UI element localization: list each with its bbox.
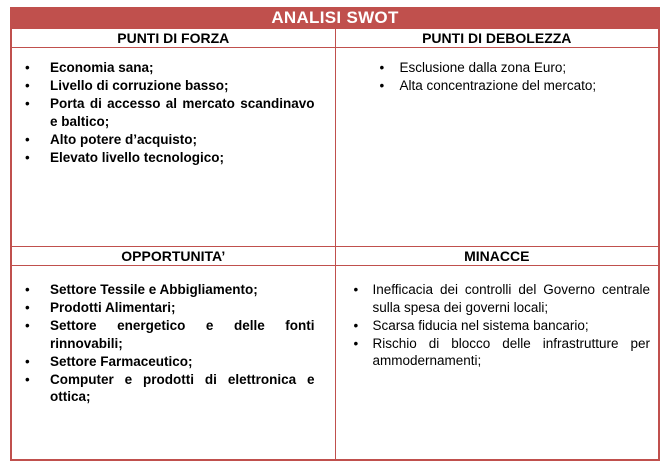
list-item: • Inefficacia dei controlli del Governo centrale sulla spesa dei governi locali; <box>336 281 659 316</box>
strengths-cell <box>12 48 336 246</box>
strengths-header: PUNTI DI FORZA <box>12 29 336 47</box>
body-row-bottom <box>12 266 658 459</box>
list-item: • Porta di accesso al mercato scandinavo e baltico; <box>12 95 335 130</box>
list-item: • Economia sana; <box>12 59 335 77</box>
strengths-list <box>12 59 335 166</box>
weaknesses-header: PUNTI DI DEBOLEZZA <box>422 30 572 46</box>
list-item: • Settore Tessile e Abbigliamento; <box>12 281 335 299</box>
swot-table <box>10 7 660 461</box>
list-item: • Elevato livello tecnologico; <box>12 149 335 167</box>
threats-header: MINACCE <box>464 248 530 264</box>
list-item: • Scarsa fiducia nel sistema bancario; <box>336 317 659 335</box>
opportunities-list <box>12 281 335 406</box>
header-row-bottom <box>12 247 658 266</box>
header-row-top <box>12 29 658 48</box>
table-title: ANALISI SWOT <box>12 7 658 29</box>
list-item: • Prodotti Alimentari; <box>12 299 335 317</box>
body-row-top <box>12 48 658 246</box>
weaknesses-list <box>336 59 659 95</box>
list-item: • Settore Farmaceutico; <box>12 353 335 371</box>
list-item: • Alto potere d’acquisto; <box>12 131 335 149</box>
list-item: • Rischio di blocco delle infrastrutture per ammodernamenti; <box>336 335 659 370</box>
list-item: • Computer e prodotti di elettronica e ottica; <box>12 371 335 406</box>
threats-list <box>336 281 659 370</box>
list-item: • Alta concentrazione del mercato; <box>336 77 659 95</box>
list-item: • Livello di corruzione basso; <box>12 77 335 95</box>
opportunities-header: OPPORTUNITA’ <box>12 247 336 265</box>
weaknesses-cell <box>336 48 659 246</box>
opportunities-cell <box>12 266 336 459</box>
list-item: • Settore energetico e delle fonti rinnovabili; <box>12 317 335 352</box>
list-item: • Esclusione dalla zona Euro; <box>336 59 659 77</box>
threats-cell <box>336 266 659 459</box>
